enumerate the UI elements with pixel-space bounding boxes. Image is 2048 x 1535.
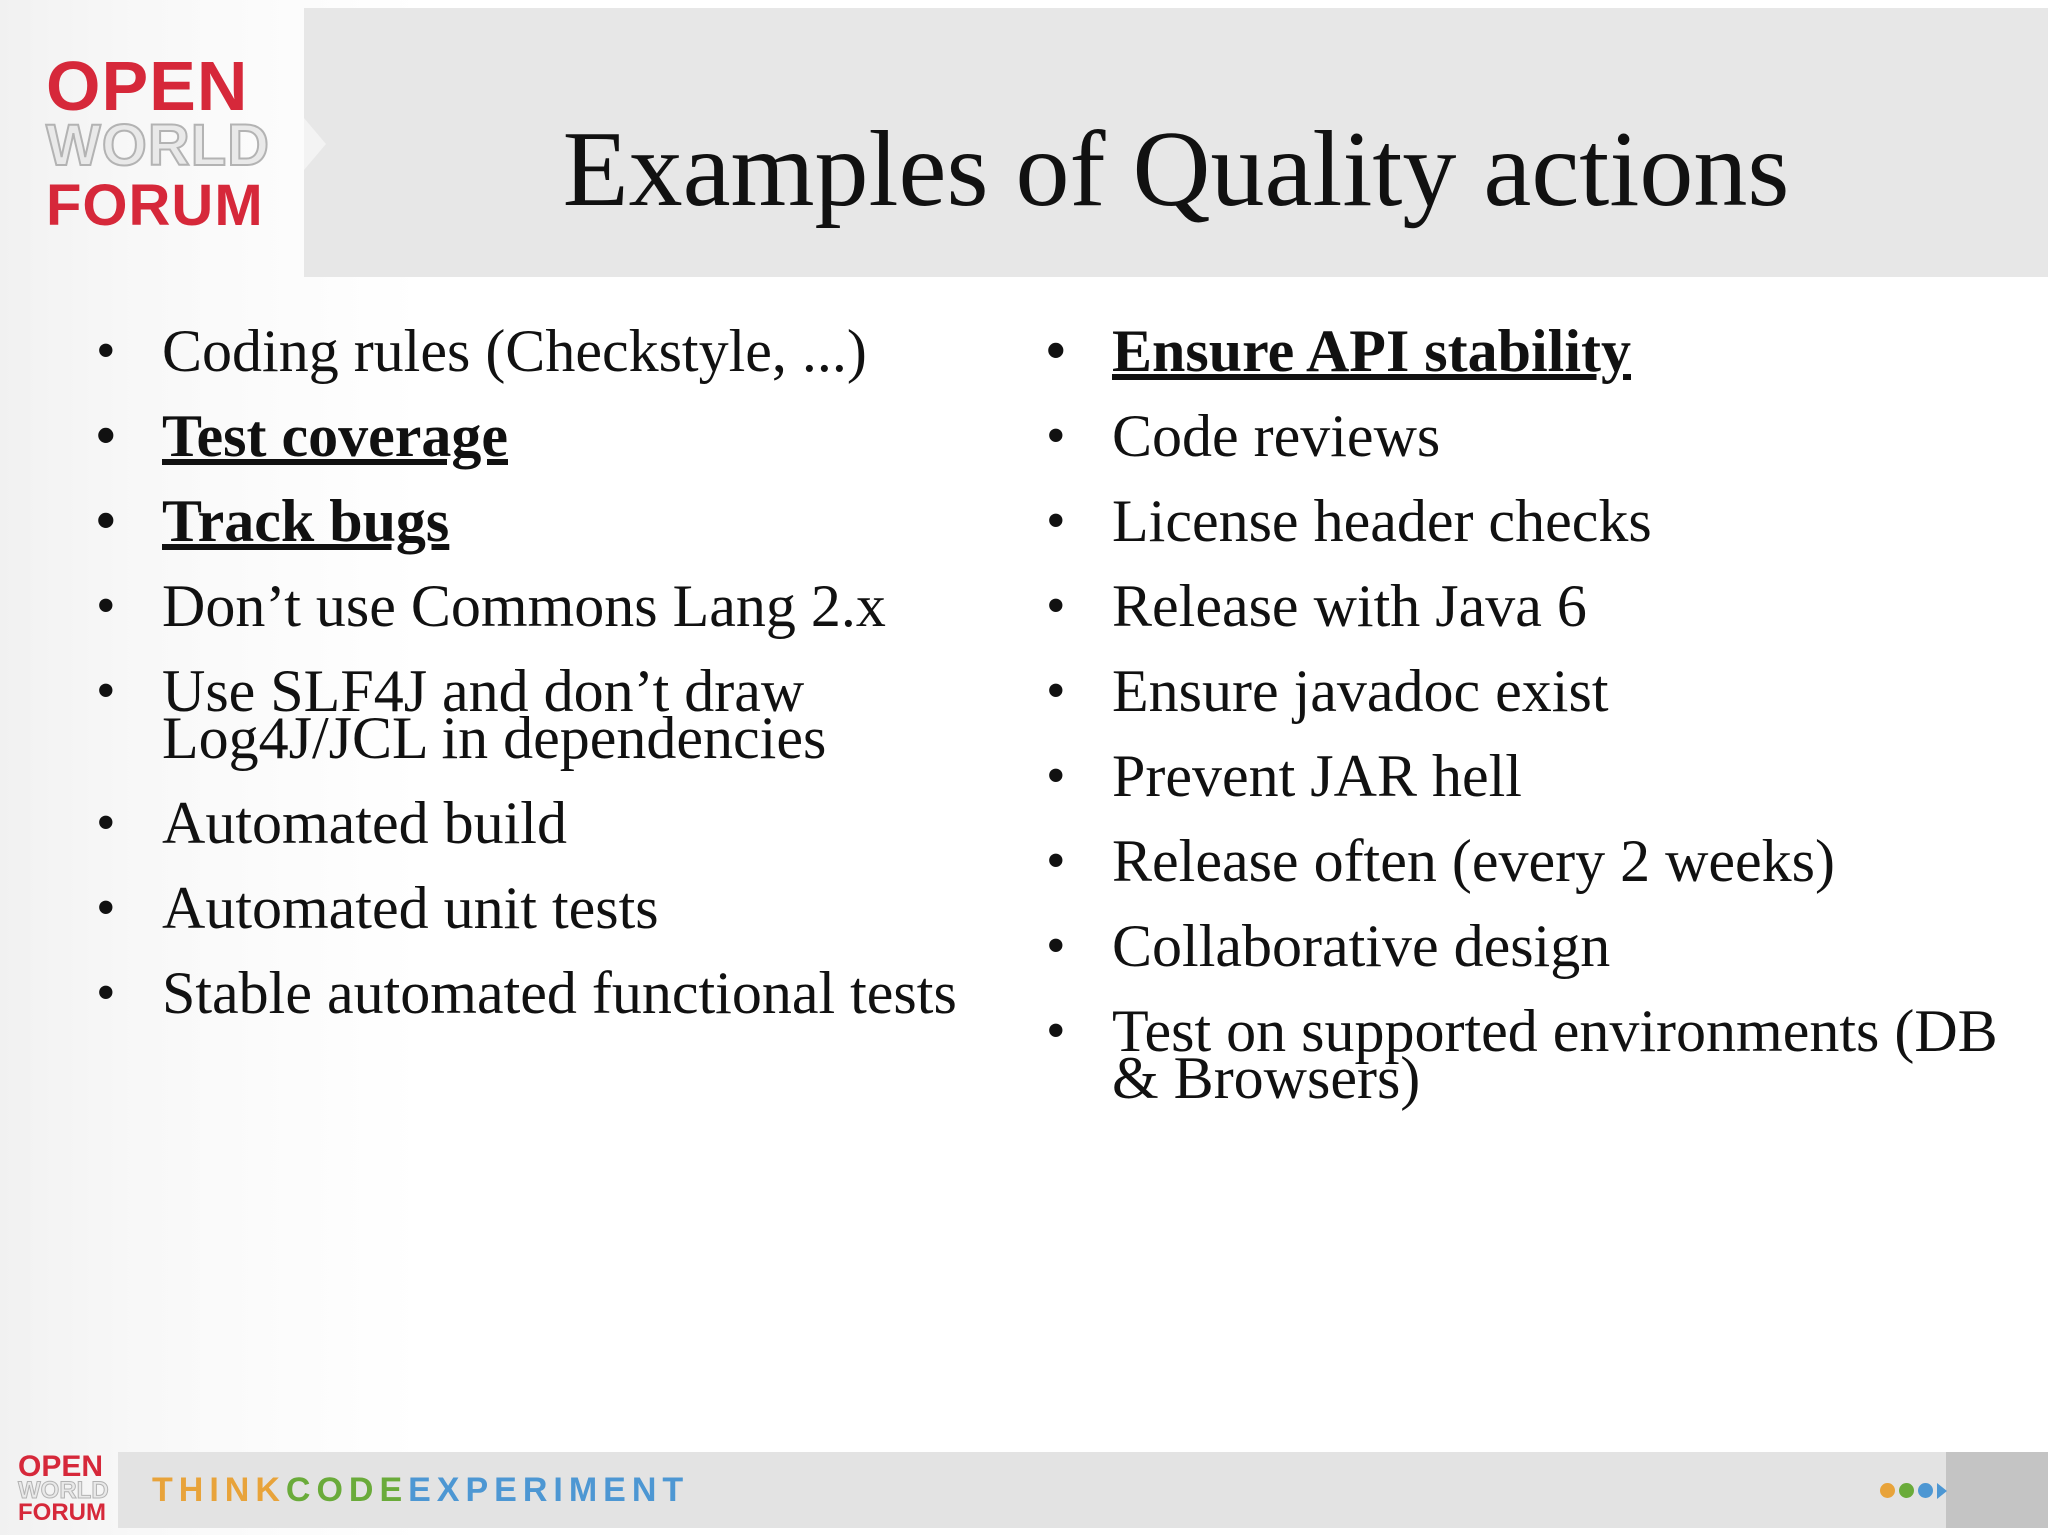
list-item: • License header checks (1046, 498, 2006, 545)
dot-green-icon (1899, 1483, 1914, 1498)
list-item: • Ensure javadoc exist (1046, 668, 2006, 715)
tagline-code: CODE (285, 1471, 409, 1509)
footer-tagline (152, 1470, 689, 1510)
left-bullet-list (96, 318, 1016, 1055)
footer-logo (18, 1450, 118, 1526)
list-item: • Test on supported environments (DB & Browsers) (1046, 1008, 2006, 1102)
tagline-think: THINK (152, 1471, 286, 1509)
open-world-forum-logo (46, 47, 276, 238)
list-item: • Ensure API stability (1046, 328, 2006, 375)
logo-line-forum: FORUM (46, 173, 264, 238)
list-item: • Automated unit tests (96, 885, 1016, 932)
dot-blue-icon (1918, 1483, 1933, 1498)
list-item: • Collaborative design (1046, 923, 2006, 970)
arrow-right-icon (1937, 1483, 1947, 1499)
list-item: • Don’t use Commons Lang 2.x (96, 583, 1016, 630)
list-item: • Release often (every 2 weeks) (1046, 838, 2006, 885)
list-item: • Prevent JAR hell (1046, 753, 2006, 800)
footer-logo-world: WORLD (18, 1477, 109, 1504)
footer-logo-forum: FORUM (18, 1499, 106, 1526)
list-item: • Release with Java 6 (1046, 583, 2006, 630)
tagline-experiment: EXPERIMENT (408, 1471, 690, 1509)
list-item: • Test coverage (96, 413, 1016, 460)
footer-end-block (1946, 1452, 2048, 1528)
right-bullet-list (1046, 318, 2006, 1140)
dot-orange-icon (1880, 1483, 1895, 1498)
footer-dots (1880, 1483, 1947, 1499)
list-item: • Use SLF4J and don’t draw Log4J/JCL in dependencies (96, 668, 1016, 762)
logo-line-world: WORLD (46, 113, 271, 178)
list-item: • Code reviews (1046, 413, 2006, 460)
logo-line-open: OPEN (46, 47, 249, 125)
footer-logo-open: OPEN (18, 1450, 104, 1483)
list-item: • Automated build (96, 800, 1016, 847)
list-item: • Coding rules (Checkstyle, ...) (96, 328, 1016, 375)
list-item: • Track bugs (96, 498, 1016, 545)
slide-title: Examples of Quality actions (562, 110, 1790, 229)
list-item: • Stable automated functional tests (96, 970, 1016, 1017)
